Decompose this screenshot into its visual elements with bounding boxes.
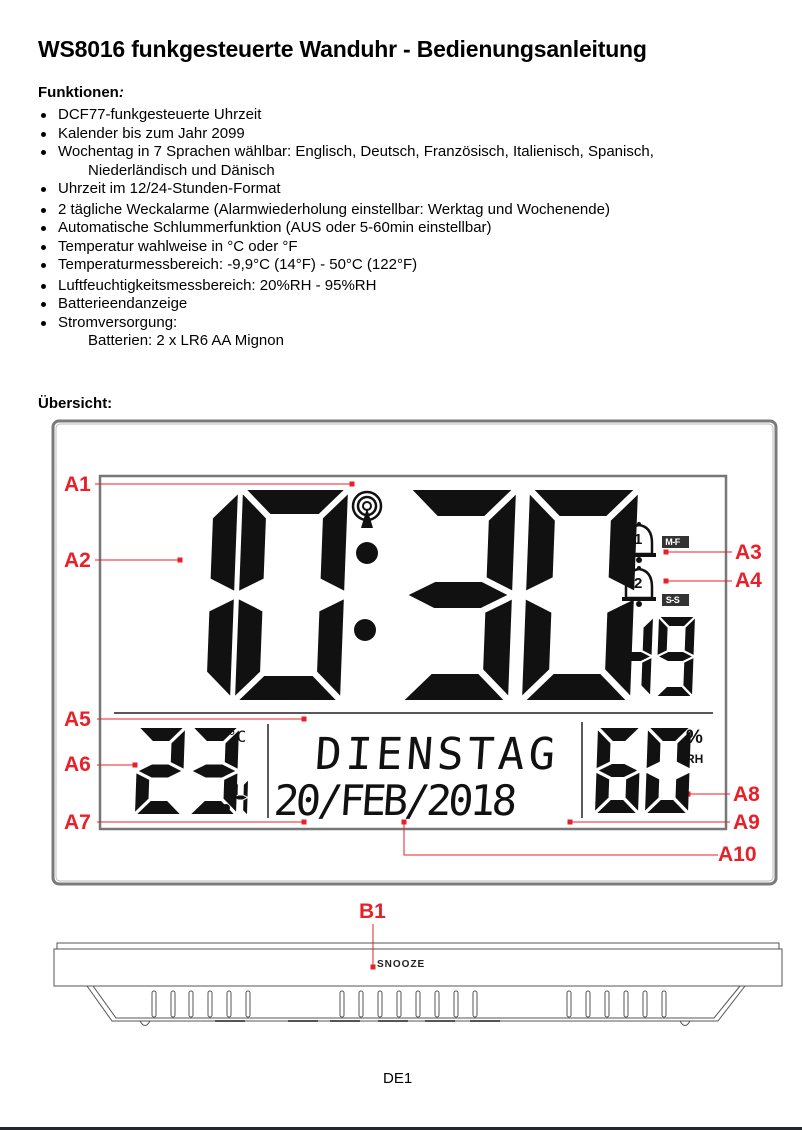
callout-a1: A1: [64, 473, 91, 496]
lcd-digit: [405, 490, 516, 700]
page-number: DE1: [383, 1070, 413, 1087]
feature-item: DCF77-funkgesteuerte Uhrzeit: [38, 106, 654, 125]
callout-a10: A10: [718, 843, 757, 866]
temperature-unit: °C: [227, 727, 247, 746]
lcd-digit: [135, 728, 185, 814]
feature-item: Luftfeuchtigkeitsmessbereich: 20%RH - 95%RH: [38, 277, 654, 296]
features-heading: Funktionen:: [38, 84, 124, 101]
callout-b1: B1: [359, 900, 386, 923]
callout-a6: A6: [64, 753, 91, 776]
snooze-button-label: SNOOZE: [377, 959, 426, 970]
humidity-rh-unit: RH: [686, 752, 704, 766]
document-title: WS8016 funkgesteuerte Wanduhr - Bedienungsanleitung: [38, 36, 647, 62]
overview-heading: Übersicht:: [38, 395, 113, 412]
lcd-digit: [645, 728, 691, 813]
lcd-digit: [235, 490, 348, 700]
callout-a5: A5: [64, 708, 91, 731]
callout-a3: A3: [735, 541, 762, 564]
callout-a9: A9: [733, 811, 760, 834]
callout-a8: A8: [733, 783, 760, 806]
alarm-2-badge-label: S-S: [665, 595, 680, 605]
callout-a7: A7: [64, 811, 91, 834]
feature-item: Wochentag in 7 Sprachen wählbar: Englisch, Deutsch, Französisch, Italienisch, Spanisch, Niederländisch und Dänisch: [38, 143, 654, 180]
lcd-digit: [658, 617, 695, 696]
feature-item: Temperaturmessbereich: -9,9°C (14°F) - 50°C (122°F): [38, 256, 654, 275]
lcd-date: 20/FEB/2018: [272, 776, 516, 825]
lcd-digit: [522, 490, 638, 700]
feature-item: Stromversorgung: Batterien: 2 x LR6 AA Mignon: [38, 314, 654, 351]
alarm-1-badge-label: M-F: [665, 537, 680, 547]
alarm-2-number: 2: [634, 575, 643, 592]
lcd-digit: [595, 728, 639, 813]
lcd-digit: [207, 494, 238, 695]
feature-item: Batterieendanzeige: [38, 295, 654, 314]
feature-item: Kalender bis zum Jahr 2099: [38, 125, 654, 144]
feature-item: Uhrzeit im 12/24-Stunden-Format: [38, 180, 654, 199]
humidity-percent-unit: %: [686, 727, 703, 748]
callout-a2: A2: [64, 549, 91, 572]
feature-item: 2 tägliche Weckalarme (Alarmwiederholung einstellbar: Werktag und Wochenende): [38, 201, 654, 220]
feature-item: Automatische Schlummerfunktion (AUS oder 5-60min einstellbar): [38, 219, 654, 238]
lcd-weekday: DIENSTAG: [313, 729, 561, 780]
feature-item: Temperatur wahlweise in °C oder °F: [38, 238, 654, 257]
callout-a4: A4: [735, 569, 762, 592]
alarm-1-number: 1: [634, 531, 643, 548]
